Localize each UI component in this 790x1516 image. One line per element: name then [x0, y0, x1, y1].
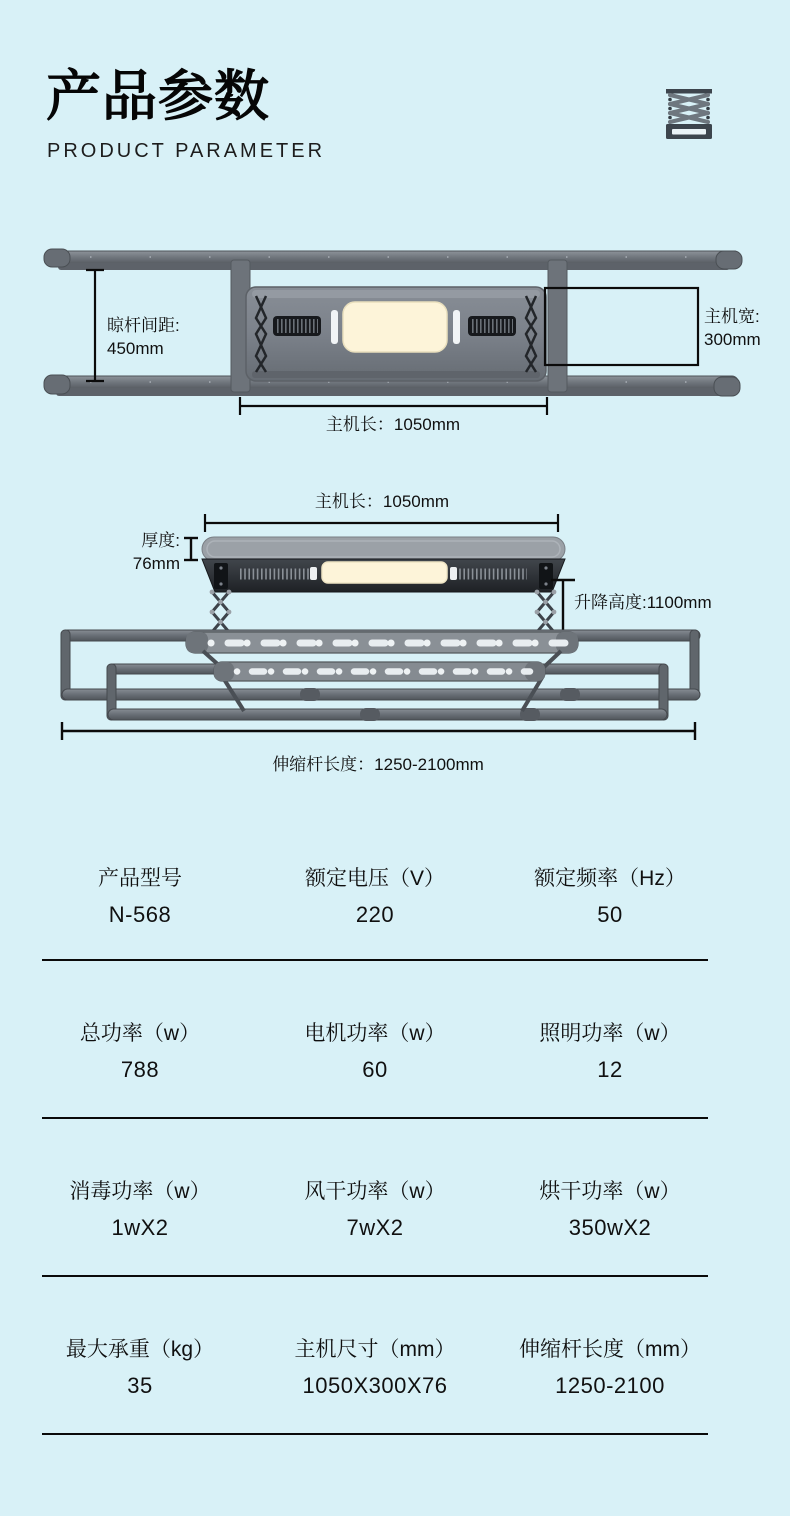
spec-value: 350wX2: [568, 1215, 652, 1240]
page-subtitle: PRODUCT PARAMETER: [47, 140, 326, 162]
spec-value: 788: [120, 1057, 160, 1082]
led-lamp-panel: [343, 302, 447, 352]
spec-label: 最大承重（kg）: [65, 1338, 215, 1361]
spec-cell-rod-length: [512, 1337, 708, 1399]
spec-label: 风干功率（w）: [304, 1180, 446, 1203]
spec-value: N-568: [108, 902, 172, 927]
spec-label: 照明功率（w）: [539, 1022, 681, 1045]
spec-cell-voltage: [238, 866, 512, 928]
label-host-length-side: 主机长：1050mm: [314, 492, 450, 511]
spec-label: 总功率（w）: [79, 1022, 201, 1045]
spec-label: 烘干功率（w）: [539, 1180, 681, 1203]
label-thickness-value: 76mm: [132, 554, 180, 573]
spec-row: [42, 1277, 708, 1435]
dim-thickness: [184, 538, 198, 560]
spec-table: [42, 850, 708, 1435]
spec-value: 1250-2100: [555, 1373, 665, 1398]
scissor-arms: [212, 592, 554, 632]
spec-cell-airdry-power: [238, 1179, 512, 1241]
spec-label: 产品型号: [98, 867, 182, 890]
spec-label: 额定电压（V）: [304, 867, 445, 890]
spec-value: 12: [597, 1057, 623, 1082]
label-host-length: 主机长：1050mm: [325, 415, 461, 434]
host-unit-top: [246, 287, 546, 381]
spec-label: 电机功率（w）: [304, 1022, 446, 1045]
spec-row: [42, 961, 708, 1119]
diagram-top-view: [0, 230, 790, 470]
scissor-lift-icon: [666, 88, 712, 140]
led-lamp-panel-front: [322, 562, 447, 583]
spec-label: 消毒功率（w）: [69, 1180, 211, 1203]
right-crossbar: [548, 260, 567, 392]
label-host-width: 主机宽:: [704, 307, 760, 326]
spec-cell-model: [42, 866, 238, 928]
perforated-rail-upper: [186, 632, 578, 653]
top-drying-rod: [44, 249, 742, 270]
spec-row: [42, 1119, 708, 1277]
page-title: 产品参数: [46, 65, 271, 127]
label-rod-spacing-value: 450mm: [107, 339, 164, 358]
scissor-joints: [210, 590, 557, 635]
spec-value: 1050X300X76: [302, 1373, 448, 1398]
spec-value: 60: [362, 1057, 388, 1082]
spec-label: 主机尺寸（mm）: [294, 1338, 456, 1361]
label-rod-spacing: 晾杆间距:: [107, 316, 180, 335]
spec-cell-total-power: [42, 1021, 238, 1083]
label-lift-height: 升降高度:1100mm: [574, 593, 712, 612]
diagram-front-view: [0, 480, 790, 800]
spec-label: 伸缩杆长度（mm）: [519, 1338, 701, 1361]
spec-label: 额定频率（Hz）: [534, 867, 686, 890]
dim-host-width: [545, 288, 698, 365]
spec-value: 35: [127, 1373, 153, 1398]
spec-cell-host-size: [238, 1337, 512, 1399]
label-host-width-value: 300mm: [704, 330, 761, 349]
label-rod-length: 伸缩杆长度：1250-2100mm: [272, 755, 484, 774]
dim-rod-length: [62, 722, 695, 740]
host-unit-front: [202, 537, 565, 592]
label-thickness: 厚度:: [141, 531, 180, 550]
spec-cell-max-load: [42, 1337, 238, 1399]
spec-cell-light-power: [512, 1021, 708, 1083]
dim-host-length-side: [205, 514, 558, 532]
dim-host-length: [240, 397, 547, 415]
spec-value: 1wX2: [111, 1215, 169, 1240]
spec-value: 7wX2: [346, 1215, 404, 1240]
perforated-rail-lower: [214, 662, 545, 681]
spec-cell-motor-power: [238, 1021, 512, 1083]
spec-value: 50: [597, 902, 623, 927]
spec-value: 220: [355, 902, 395, 927]
spec-cell-sterilize-power: [42, 1179, 238, 1241]
dim-lift-height: [551, 580, 575, 632]
spec-row: [42, 850, 708, 961]
spec-cell-heatdry-power: [512, 1179, 708, 1241]
dim-rod-spacing: [86, 270, 104, 381]
spec-cell-frequency: [512, 866, 708, 928]
